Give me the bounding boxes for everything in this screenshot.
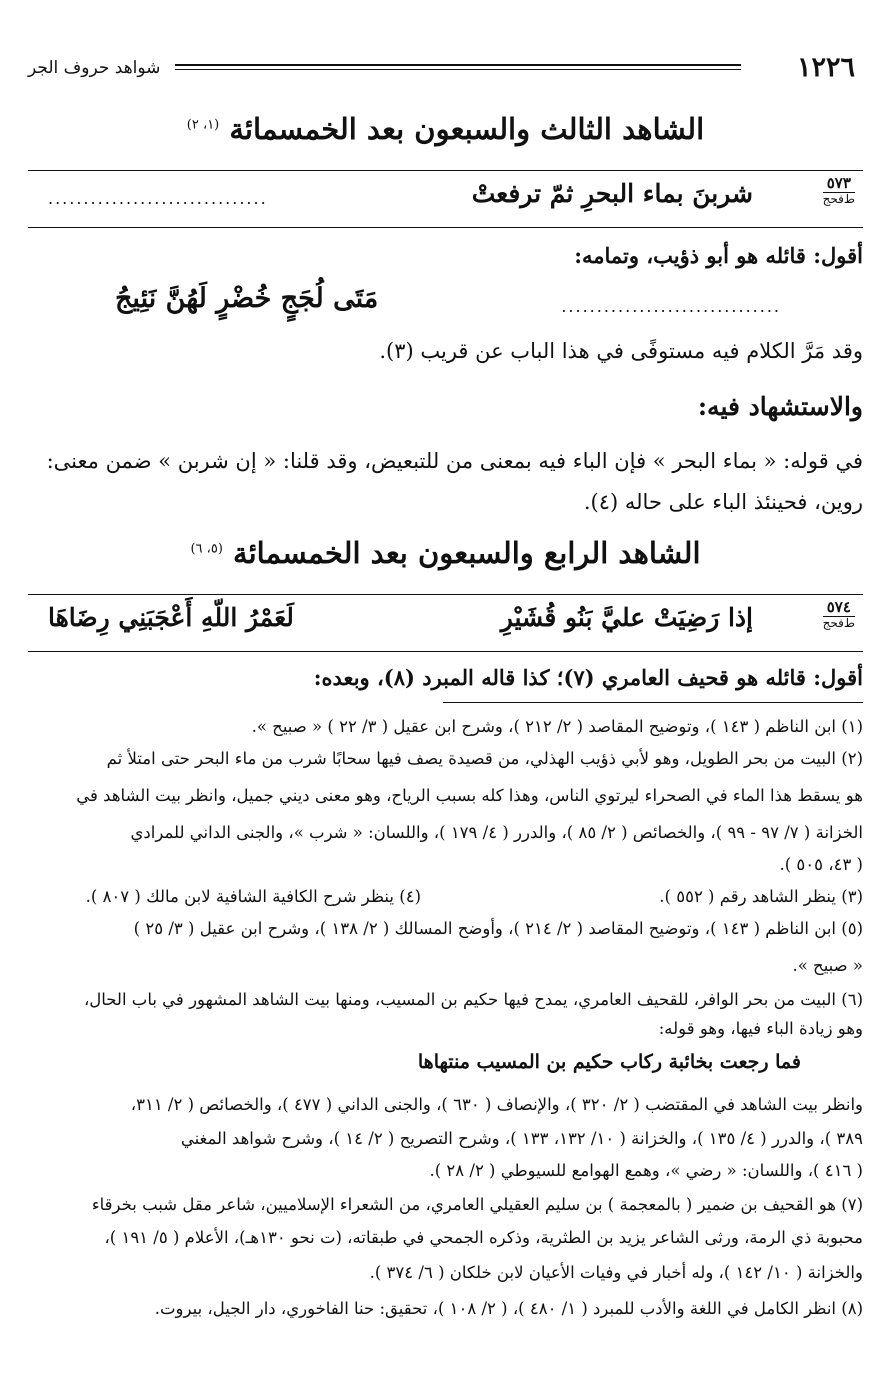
footnote-line: (٦) البيت من بحر الوافر، للقحيف العامري، يمدح فيها حكيم بن المسيب، ومنها بيت الشاهد المشهور في باب الحال، [83,990,863,1009]
footnote-line: (٢) البيت من بحر الطويل، وهو لأبي ذؤيب الهذلي، من قصيدة يصف فيها سحابًا شرب من ماء البحر حتى امتلأ ثم [106,749,863,768]
page-number: ١٢٢٦ [796,52,855,83]
verse-number-573-value: ٥٧٣ [823,175,855,193]
shahid-573-title [0,112,891,146]
footnote-line: ( ٤١٦ )، واللسان: « رضي »، وهمع الهوامع للسيوطي ( ٢/ ٢٨ ). [429,1161,863,1180]
footnote-line: والخزانة ( ١٠/ ١٤٢ )، وله أخبار في وفيات الأعيان لابن خلكان ( ٦/ ٣٧٤ ). [369,1263,863,1282]
note-573: وقد مَرَّ الكلام فيه مستوفًى في هذا الباب عن قريب (٣). [379,339,863,363]
explanation-573-line2: روين، فحينئذ الباء على حاله (٤). [583,490,863,514]
intro-573-text: أقول: قائله هو أبو ذؤيب، وتمامه: [574,243,863,268]
explanation-573-line1: في قوله: « بماء البحر » فإن الباء فيه بمعنى من للتبعيض، وقد قلنا: « إن شربن » ضمن معنى: [46,449,863,473]
verse-574-hemistich-1: إذا رَضِيَتْ عليَّ بَنُو قُشَيْرِ [500,603,753,632]
footnote-line: ٣٨٩ )، والدرر ( ٤/ ١٣٥ )، والخزانة ( ١٠/ ١٣٢، ١٣٣ )، وشرح التصريح ( ٢/ ١٤ )، وشرح شواهد المغني [180,1129,863,1148]
footnote-line: (٨) انظر الكامل في اللغة والأدب للمبرد ( ١/ ٤٨٠ )، ( ٢/ ١٠٨ )، تحقيق: حنا الفاخوري، دار الجيل، بيروت. [154,1299,863,1318]
footnote-line: (٤) ينظر شرح الكافية الشافية لابن مالك ( ٨٠٧ ). [85,887,421,906]
verse-box-574 [28,594,863,652]
verse-meter-tag-573: ط‌‌فحج [822,191,855,206]
footnote-line: وهو زيادة الباء فيها، وهو قوله: [658,1019,863,1038]
shahid-574-title-ref: (٥، ٦) [190,541,223,557]
shahid-573-title-text: الشاهد الثالث والسبعون بعد الخمسمائة [229,112,705,146]
verse-573-dots: ............................... [48,189,268,208]
running-title: شواهد حروف الجر [28,58,161,78]
footnote-rule [443,702,863,703]
verse-number-574-value: ٥٧٤ [823,599,855,617]
footnote-line: « صبيح ». [792,956,863,975]
footnote-line: (٧) هو القحيف بن ضمير ( بالمعجمة ) بن سليم العقيلي العامري، من الشعراء الإسلاميين، شاعر مقل شبب بخرقاء [91,1195,863,1214]
verse-number-573 [823,175,855,206]
verse-meter-tag-574: ط‌‌فحج [822,615,855,630]
shahid-573-title-ref: (١، ٢) [186,117,220,133]
verse-box-573 [28,170,863,228]
intro-573 [28,240,863,273]
footnote-line: (٥) ابن الناظم ( ١٤٣ )، وتوضيح المقاصد ( ٢/ ٢١٤ )، وأوضح المسالك ( ٢/ ١٣٨ )، وشرح ابن عقيل ( ٣/ ٢٥ ) [133,919,863,938]
shahid-574-title-text: الشاهد الرابع والسبعون بعد الخمسمائة [233,536,701,570]
intro-574 [28,662,863,695]
footnote-line: محبوبة ذي الرمة، ورثى الشاعر يزيد بن الطثرية، وذكره الجمحي في طبقاته، (ت نحو ١٣٠هـ)، الأعلام ( ٥/ ١٩١ )، [104,1228,863,1247]
verse-573: شربنَ بماء البحرِ ثمّ ترفعتْ [471,179,753,208]
completion-dots: ............................... [561,297,781,316]
footnote-verse: فما رجعت بخائبة ركاب حكيم بن المسيب منتهاها [417,1051,801,1073]
footnote-line: هو يسقط هذا الماء في الصحراء ليرتوي الناس، وهذا كله بسبب الرياح، وهو معنى ديني جميل، وانظر بيت الشاهد في [76,786,863,805]
verse-completion: مَتَى لُجَجٍ خُضْرٍ لَهُنَّ نَئِيجُ [115,283,379,314]
shahid-574-title [0,536,891,570]
header-rule [175,64,741,70]
subhead-istishhad: والاستشهاد فيه: [697,392,863,421]
footnote-line: (٣) ينظر الشاهد رقم ( ٥٥٢ ). [659,887,863,906]
footnote-line: وانظر بيت الشاهد في المقتضب ( ٢/ ٣٢٠ )، والإنصاف ( ٦٣٠ )، والجنى الداني ( ٤٧٧ )، والخصائص ( ٢/ ٣١١، [130,1095,863,1114]
footnote-line: ( ٤٣، ٥٠٥ ). [779,855,863,874]
footnote-line: (١) ابن الناظم ( ١٤٣ )، وتوضيح المقاصد ( ٢/ ٢١٢ )، وشرح ابن عقيل ( ٣/ ٢٢ ) « صبيح ». [251,717,863,736]
intro-574-text: أقول: قائله هو قحيف العامري (٧)؛ كذا قاله المبرد (٨)، وبعده: [313,665,863,690]
verse-574-hemistich-2: لَعَمْرُ اللّهِ أَعْجَبَنِي رِضَاهَا [48,603,294,632]
verse-number-574 [823,599,855,630]
footnote-line: الخزانة ( ٧/ ٩٧ - ٩٩ )، والخصائص ( ٢/ ٨٥ )، والدرر ( ٤/ ١٧٩ )، واللسان: « شرب »، والجنى الداني للمرادي [130,823,863,842]
